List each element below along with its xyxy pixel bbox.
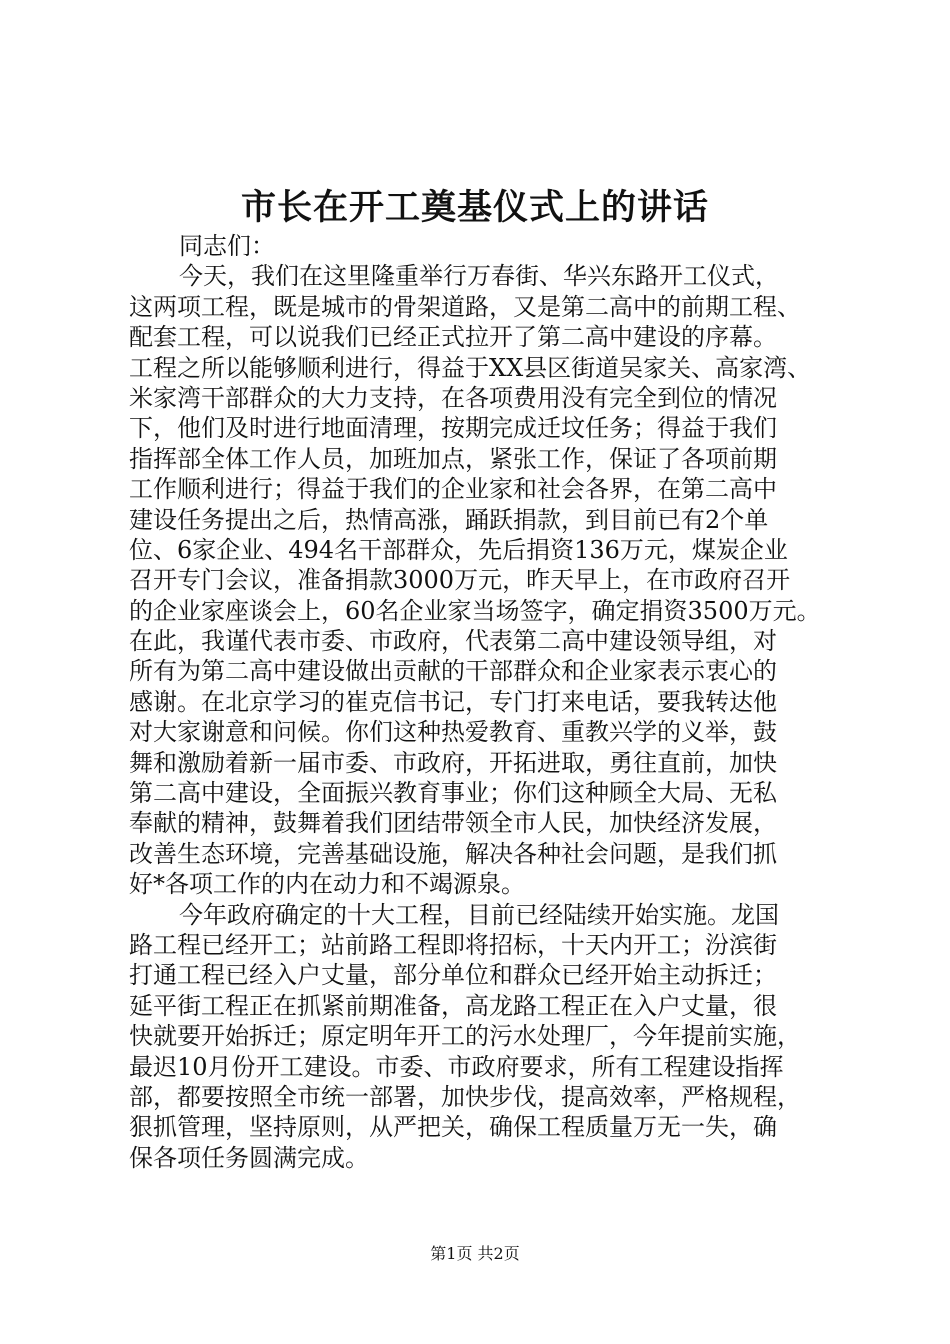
text-line: 下，他们及时进行地面清理，按期完成迁坟任务；得益于我们 xyxy=(129,414,777,443)
text-line: 好*各项工作的内在动力和不竭源泉。 xyxy=(129,870,525,899)
text-line: 的企业家座谈会上，60名企业家当场签字，确定捐资3500万元。 xyxy=(129,596,821,625)
text-line: 最迟10月份开工建设。市委、市政府要求，所有工程建设指挥 xyxy=(129,1052,784,1081)
text-line: 部，都要按照全市统一部署，加快步伐，提高效率，严格规程， xyxy=(129,1082,801,1111)
text-line: 今年政府确定的十大工程，目前已经陆续开始实施。龙国 xyxy=(179,900,779,929)
text-line: 米家湾干部群众的大力支持，在各项费用没有完全到位的情况 xyxy=(129,383,777,412)
text-line: 配套工程，可以说我们已经正式拉开了第二高中建设的序幕。 xyxy=(129,323,777,352)
text-line: 延平街工程正在抓紧前期准备，高龙路工程正在入户丈量，很 xyxy=(129,991,777,1020)
text-line: 狠抓管理，坚持原则，从严把关，确保工程质量万无一失，确 xyxy=(129,1113,777,1142)
document-title: 市长在开工奠基仪式上的讲话 xyxy=(240,187,709,228)
text-line: 第二高中建设，全面振兴教育事业；你们这种顾全大局、无私 xyxy=(129,779,777,808)
document-body xyxy=(129,231,841,1173)
text-line: 指挥部全体工作人员，加班加点，紧张工作，保证了各项前期 xyxy=(129,444,777,473)
text-line: 改善生态环境，完善基础设施，解决各种社会问题，是我们抓 xyxy=(129,839,777,868)
text-line: 工程之所以能够顺利进行，得益于XX县区街道吴家关、高家湾、 xyxy=(129,353,812,382)
text-line: 工作顺利进行；得益于我们的企业家和社会各界，在第二高中 xyxy=(129,475,777,504)
text-line: 打通工程已经入户丈量，部分单位和群众已经开始主动拆迁； xyxy=(129,961,777,990)
text-line: 所有为第二高中建设做出贡献的干部群众和企业家表示衷心的 xyxy=(129,657,777,686)
text-line: 这两项工程，既是城市的骨架道路，又是第二高中的前期工程、 xyxy=(129,292,801,321)
text-line: 感谢。在北京学习的崔克信书记，专门打来电话，要我转达他 xyxy=(129,687,777,716)
text-line: 同志们： xyxy=(179,232,275,260)
text-line: 召开专门会议，准备捐款3000万元，昨天早上，在市政府召开 xyxy=(129,566,791,595)
text-line: 位、6家企业、494名干部群众，先后捐资136万元，煤炭企业 xyxy=(129,535,788,564)
text-line: 在此，我谨代表市委、市政府，代表第二高中建设领导组，对 xyxy=(129,627,777,656)
text-line: 保各项任务圆满完成。 xyxy=(129,1143,369,1172)
text-line: 快就要开始拆迁；原定明年开工的污水处理厂，今年提前实施， xyxy=(129,1022,801,1051)
text-line: 对大家谢意和问候。你们这种热爱教育、重教兴学的义举，鼓 xyxy=(129,718,777,747)
text-line: 舞和激励着新一届市委、市政府，开拓进取，勇往直前，加快 xyxy=(129,748,777,777)
page-footer: 第1页 共2页 xyxy=(430,1244,520,1263)
text-line: 今天，我们在这里隆重举行万春街、华兴东路开工仪式， xyxy=(179,262,779,291)
text-line: 路工程已经开工；站前路工程即将招标，十天内开工；汾滨街 xyxy=(129,930,777,959)
text-line: 建设任务提出之后，热情高涨，踊跃捐款，到目前已有2个单 xyxy=(129,505,769,534)
text-line: 奉献的精神，鼓舞着我们团结带领全市人民，加快经济发展， xyxy=(129,809,777,838)
